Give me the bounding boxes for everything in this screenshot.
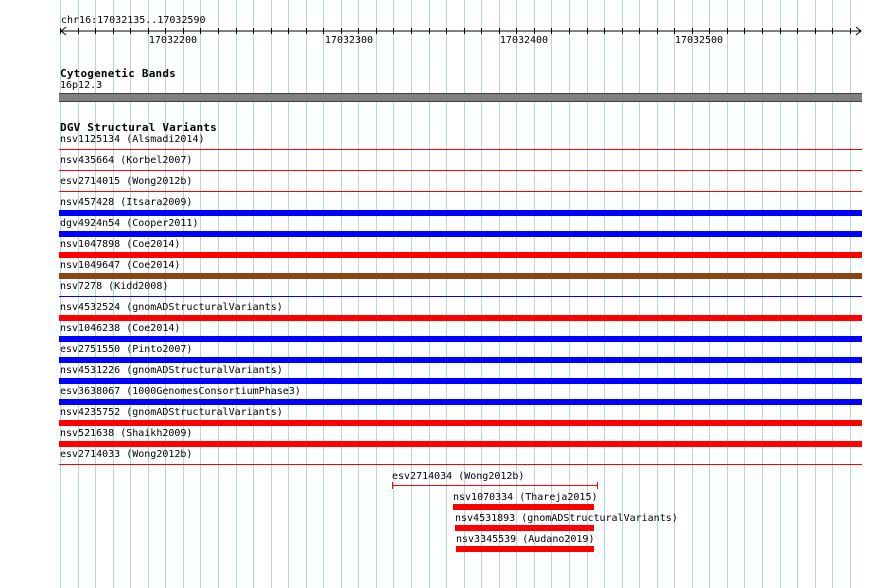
tick-label-3: 17032400	[499, 35, 549, 46]
variant-feature-bar[interactable]	[59, 441, 862, 447]
cytoband-bar[interactable]	[59, 93, 862, 102]
variant-label[interactable]: nsv3345539 (Audano2019)	[456, 534, 595, 545]
variant-label[interactable]: nsv435664 (Korbel2007)	[60, 155, 193, 166]
variant-feature-bar[interactable]	[456, 546, 594, 552]
variant-label[interactable]: nsv521638 (Shaikh2009)	[60, 428, 193, 439]
variant-label[interactable]: nsv4235752 (gnomADStructuralVariants)	[60, 407, 283, 418]
variant-label[interactable]: esv2714015 (Wong2012b)	[60, 176, 193, 187]
variant-feature-bar[interactable]	[453, 504, 594, 510]
variant-feature-line[interactable]	[59, 149, 862, 150]
variant-label[interactable]: nsv4531226 (gnomADStructuralVariants)	[60, 365, 283, 376]
variant-feature-bar[interactable]	[59, 378, 862, 384]
variant-label[interactable]: dgv4924n54 (Cooper2011)	[60, 218, 199, 229]
tick-label-2: 17032300	[324, 35, 374, 46]
variant-label[interactable]: esv3638067 (1000GenomesConsortiumPhase3)	[60, 386, 301, 397]
cytoband-track-title: Cytogenetic Bands	[60, 67, 176, 80]
variant-feature-line[interactable]	[392, 485, 598, 486]
variant-feature-line[interactable]	[59, 170, 862, 171]
variant-label[interactable]: nsv457428 (Itsara2009)	[60, 197, 193, 208]
variant-feature-line[interactable]	[59, 464, 862, 465]
variant-label[interactable]: esv2714033 (Wong2012b)	[60, 449, 193, 460]
variant-label[interactable]: esv2714034 (Wong2012b)	[392, 471, 525, 482]
region-label: chr16:17032135..17032590	[61, 15, 206, 26]
variant-feature-bar[interactable]	[59, 252, 862, 258]
variant-feature-bar[interactable]	[59, 399, 862, 405]
variant-label[interactable]: nsv1070334 (Thareja2015)	[453, 492, 598, 503]
variant-feature-bar[interactable]	[59, 336, 862, 342]
variant-feature-bar[interactable]	[59, 210, 862, 216]
cytoband-label[interactable]: 16p12.3	[60, 80, 103, 91]
variant-feature-bar[interactable]	[59, 420, 862, 426]
variant-feature-right-cap	[597, 482, 598, 489]
ruler-axis	[0, 25, 890, 37]
variant-label[interactable]: esv2751550 (Pinto2007)	[60, 344, 193, 355]
variant-feature-line[interactable]	[59, 191, 862, 192]
tick-label-1: 17032200	[148, 35, 198, 46]
tick-label-4: 17032500	[674, 35, 724, 46]
variant-label[interactable]: nsv4532524 (gnomADStructuralVariants)	[60, 302, 283, 313]
variant-feature-bar[interactable]	[59, 231, 862, 237]
variant-feature-bar[interactable]	[59, 273, 862, 279]
variant-feature-bar[interactable]	[455, 525, 594, 531]
variant-label[interactable]: nsv1046238 (Coe2014)	[60, 323, 181, 334]
variant-label[interactable]: nsv1125134 (Alsmadi2014)	[60, 134, 205, 145]
variant-feature-bar[interactable]	[59, 315, 862, 321]
dgv-track-title: DGV Structural Variants	[60, 121, 217, 134]
variant-label[interactable]: nsv7278 (Kidd2008)	[60, 281, 169, 292]
variant-label[interactable]: nsv1047898 (Coe2014)	[60, 239, 181, 250]
variant-feature-bar[interactable]	[59, 357, 862, 363]
variant-feature-line[interactable]	[59, 296, 862, 297]
variant-label[interactable]: nsv1049647 (Coe2014)	[60, 260, 181, 271]
variant-label[interactable]: nsv4531893 (gnomADStructuralVariants)	[455, 513, 678, 524]
variant-feature-left-cap	[392, 482, 393, 489]
